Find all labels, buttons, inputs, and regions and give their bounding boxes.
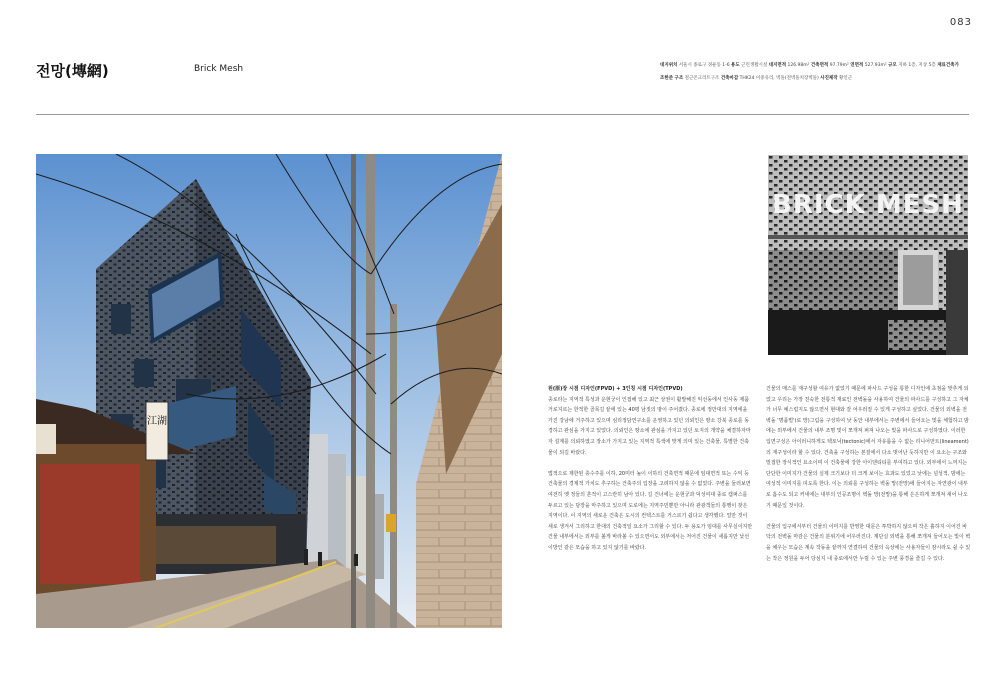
article-subtitle: Brick Mesh (194, 64, 244, 74)
info-key: 구조 (674, 76, 684, 81)
info-value: 철근콘크리트구조 (683, 76, 720, 81)
info-value: THK24 이중유리, 벽돌(전벽돌치장벽돌) (738, 76, 819, 81)
info-key: 대지면적 (768, 63, 787, 68)
project-info-line-2 (660, 75, 852, 81)
info-value: 126.98m² (786, 63, 810, 68)
info-key: 사진제작 (820, 76, 838, 81)
building-street-photo (36, 154, 502, 628)
section-lead: 원(原)장 시점 디자인(FPVD) + 3인칭 시점 디자인(TPVD) (548, 386, 683, 392)
info-key: 조한준 (660, 76, 674, 81)
paragraph: 종로라는 지역적 특성과 운현궁이 인접해 있고 최근 상권이 활발해진 익선동에서 인사동 제품 거로지르는 한적한 골목길 끝에 있는 40평 남짓의 땅이 주어졌다. 종로에 정만대의 지역에을 가진 강남에 거주하고 있으며 심리정담연구소를 운영하고 있던 의뢰인은 땅소 강북 종로를 동경하고 관심을 가지고 있었다. 의뢰인은 땅소에 관심을 가지고 있던 토지의 개약을 체결하자마자 설계를 의뢰하였고 장소가 가지고 있는 지역적 특색에 맞게 의미 있는 건축물, 특별한 건축물이 되길 바랐다. (548, 396, 751, 456)
body-text-column-1 (548, 384, 753, 554)
body-text-column-2 (766, 384, 971, 564)
info-value: 황인근 (837, 76, 853, 81)
shop-sign-text: 江湖 (147, 416, 167, 427)
info-value: 527.93m² (863, 63, 887, 68)
paragraph: 법적으로 제한된 층수주를 이하, 20미터 높이 이하의 건축면적 때문에 임대면적 또는 수익 등 건축물의 경제적 가치도 추구하는 건축주의 입장을 고려하지 않을 수 없었다. 주변을 둘러보면 여전히 옛 정들의 흔적이 고스란히 남아 있다. 길 건너에는 운현궁과 덕성여대 종로 캠퍼스를 두르고 있는 담장을 마주하고 있으며 도로에는 지역주민뿐만 아니라 관광객들의 통행이 잦은 지역이다. 이 지역의 새로운 건축은 도시의 컨텍스트를 거스르기 쉽다고 생각했다. 얼만 것이 새로 생겨서 그리하고 한대의 건축적일 요소가 그리할 수 있다. 두 용도가 임대를 사무실이지만 건물 내부에서는 외부를 볼게 바라볼 수 있으면서도 외부에서는 저어진 건물이 새롭지만 낯선 이방인 같은 모습을 하고 있지 않기를 바랐다. (548, 470, 753, 551)
info-key: 건축면적 (810, 63, 829, 68)
info-key: 규모 (888, 63, 897, 68)
paragraph: 건물의 매스를 재구성할 여유가 없었기 때문에 파사드 구성을 통한 디자인에 초점을 맞추게 되었고 우리는 가장 친숙한 전통적 재료인 전벽돌을 사용하여 건물의 파사드를 구성하고 그 자체가 너무 예스럽지도 않으면서 현대와 잘 어우러질 수 있게 구성하고 싶었다. 건물의 외벽을 전벽돌 '명품벌'(로 망)그림을 구성하여 낮 동안 내부에서는 주변에서 들어오는 빛을 체험하고 밤에는 외부에서 건물의 내부 조명 빛이 쪼개져 퍼져 나오는 빛을 파사드로 구성하였다. 이러한 입면구성은 아이러니하게도 텍토닉(tectonic)에서 자유롭을 수 없는 리니어먼트(lineament)의 재구성이라 할 수 있다. 건축을 구성하는 본질에서 다소 벗어난 듯하지만 이 요소는 구조와 밀접한 장식적인 요소이며 이 건축물에 강한 아이덴티티를 부여하고 있다. 외부에서 느껴지는 단단한 이미지가 건물의 실제 크기보다 더 크게 보이는 효과도 있었고 낮에는 넘성적, 밤에는 여성적 이미지를 띠도록 한다. 이는 의뢰를 구성하는 벽돌 망(전망)에 들어지는 자연광이 내부로 흡수도 되고 커네에는 내부의 인공조명이 벽돌 망(전망)을 통해 은은하게 쪼개져 새어 나오기 때문일 것이다. (766, 386, 969, 509)
info-key: 용도 (731, 63, 740, 68)
header-divider (36, 114, 969, 115)
facade-detail-photo (768, 155, 968, 355)
paragraph: 건물의 입구에서부터 건물의 이미지를 반영한 대문은 투박하지 않으며 작은 흙하지 이어진 바닥의 전벽돌 마감은 건물의 분위기에 어우러진다. 계단실 외벽을 통해 쪼개져 들어오는 빛이 벽을 채우는 모습은 계속 작동을 끝까지 연결하여 건물의 옥상에는 사용자들이 잠시라도 쉴 수 있는 작은 정원을 두어 당심지 내 종로에서만 누릴 수 있는 주변 풍경을 즐길 수 있다. (766, 523, 971, 562)
info-value: 서울시 종로구 경운동 1-6 (677, 63, 730, 68)
project-info-line-1 (660, 62, 959, 68)
article-title: 전망(塼網) (36, 62, 109, 80)
info-key: 대지위치 (660, 63, 678, 68)
info-key: 건축마감 (720, 76, 739, 81)
info-value: 근린생활시설 (739, 63, 768, 68)
page-number: 083 (949, 17, 972, 28)
facade-sign-text: BRICK MESH (772, 190, 964, 220)
info-key: 연면적 (850, 63, 864, 68)
info-key: 재료건축가 (937, 63, 959, 68)
info-value: 97.79m² (828, 63, 849, 68)
info-value: 지하 1층, 지상 5층 (896, 63, 936, 68)
